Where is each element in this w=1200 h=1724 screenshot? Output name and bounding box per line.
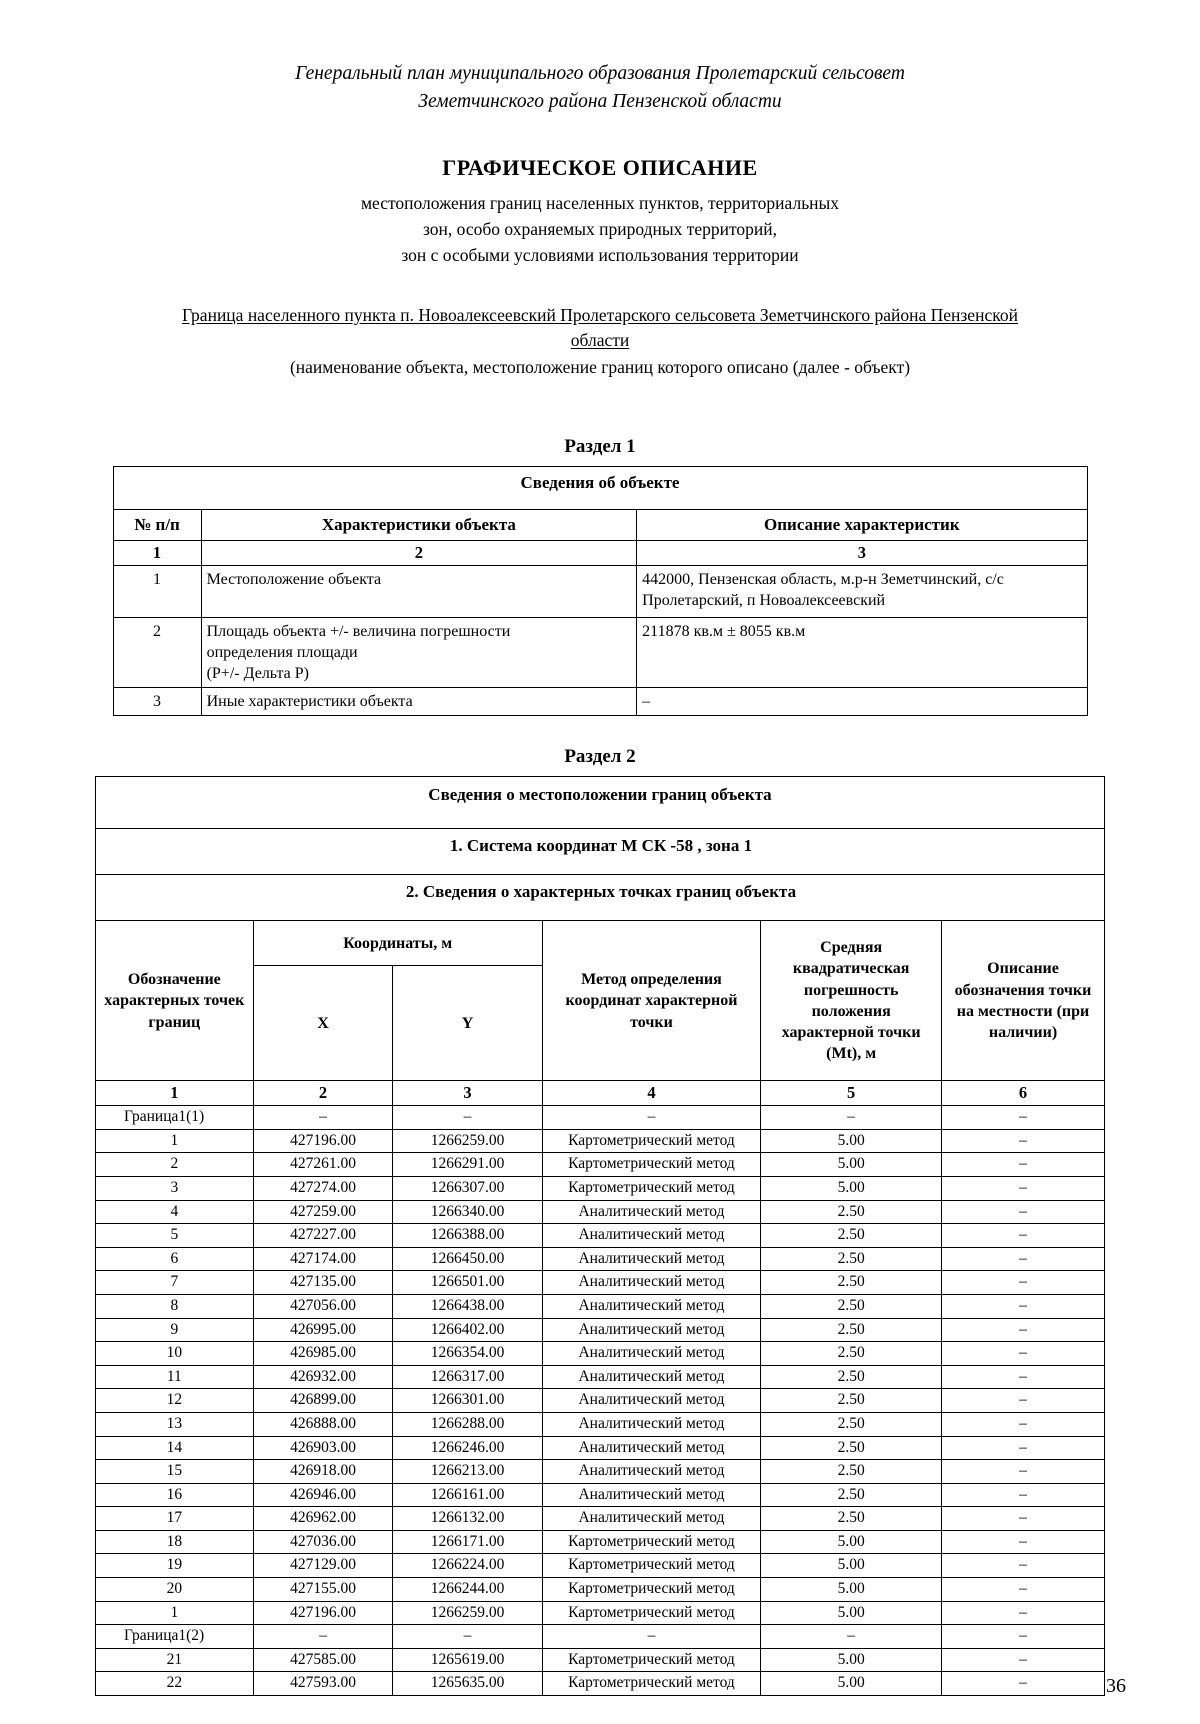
section2-table (95, 776, 1105, 1696)
coordinate-x-cell: 426985.00 (253, 1342, 393, 1366)
method-cell: Аналитический метод (542, 1507, 761, 1531)
method-cell: – (542, 1106, 761, 1130)
description-cell: – (942, 1648, 1105, 1672)
section2-colnum-5: 5 (761, 1081, 942, 1106)
description-cell: – (942, 1153, 1105, 1177)
mt-cell: 2.50 (761, 1365, 942, 1389)
point-designation-cell: 12 (96, 1389, 254, 1413)
coordinate-x-cell: 427196.00 (253, 1601, 393, 1625)
point-designation-cell: 22 (96, 1672, 254, 1696)
section1-colnum-2: 2 (201, 540, 637, 565)
table-row (96, 1342, 1105, 1366)
object-name (74, 303, 1126, 354)
description-cell: – (942, 1554, 1105, 1578)
section1-colnum-1: 1 (113, 540, 201, 565)
subtitle-line-2: зон, особо охраняемых природных территорий, (422, 219, 778, 240)
section1-header-description: Описание характеристик (637, 509, 1087, 540)
point-designation-cell: 14 (96, 1436, 254, 1460)
mt-cell: 2.50 (761, 1294, 942, 1318)
mt-cell: 2.50 (761, 1247, 942, 1271)
coordinate-x-cell: 426903.00 (253, 1436, 393, 1460)
subtitle-line-3: зон с особыми условиями использования территории (401, 245, 799, 266)
coordinate-x-cell: 427056.00 (253, 1294, 393, 1318)
section2-caption: Раздел 2 (564, 746, 636, 768)
coordinate-x-cell: 427593.00 (253, 1672, 393, 1696)
coordinate-x-cell: 427261.00 (253, 1153, 393, 1177)
coordinate-y-cell: 1266501.00 (393, 1271, 542, 1295)
table-row (96, 1294, 1105, 1318)
table-row (96, 1318, 1105, 1342)
description-cell: – (942, 1224, 1105, 1248)
mt-cell: 5.00 (761, 1554, 942, 1578)
mt-cell: 2.50 (761, 1200, 942, 1224)
coordinate-x-cell: 427155.00 (253, 1578, 393, 1602)
row-characteristic-line-1: Площадь объекта +/- величина погрешности (206, 622, 511, 640)
method-cell: Аналитический метод (542, 1271, 761, 1295)
point-designation-cell: 19 (96, 1554, 254, 1578)
method-cell: Картометрический метод (542, 1578, 761, 1602)
coordinate-x-cell: 426995.00 (253, 1318, 393, 1342)
coordinate-y-cell: 1266224.00 (393, 1554, 542, 1578)
point-designation-cell: 10 (96, 1342, 254, 1366)
description-cell: – (942, 1294, 1105, 1318)
section1-header-row (113, 509, 1087, 540)
point-designation-cell: 20 (96, 1578, 254, 1602)
method-cell: Аналитический метод (542, 1483, 761, 1507)
coordinate-y-cell: 1266450.00 (393, 1247, 542, 1271)
mt-cell: 5.00 (761, 1176, 942, 1200)
document-header (74, 60, 1126, 115)
description-cell: – (942, 1507, 1105, 1531)
coordinate-y-cell: 1266340.00 (393, 1200, 542, 1224)
method-cell: Аналитический метод (542, 1460, 761, 1484)
point-designation-cell: 5 (96, 1224, 254, 1248)
object-note: (наименование объекта, местоположение границ которого описано (далее - объект) (289, 356, 911, 377)
description-cell: – (942, 1578, 1105, 1602)
section1-caption: Раздел 1 (564, 435, 636, 457)
coordinate-y-cell: 1266288.00 (393, 1412, 542, 1436)
table-row (96, 1601, 1105, 1625)
section2-points-body (96, 1106, 1105, 1696)
coordinate-y-cell: 1266354.00 (393, 1342, 542, 1366)
table-row (96, 1365, 1105, 1389)
table-row (96, 1530, 1105, 1554)
mt-cell: 5.00 (761, 1672, 942, 1696)
description-cell: – (942, 1601, 1105, 1625)
coordinate-y-cell: 1266246.00 (393, 1436, 542, 1460)
section1-header-no: № п/п (113, 509, 201, 540)
mt-cell: 5.00 (761, 1530, 942, 1554)
section1-colnum-row (113, 540, 1087, 565)
section2-colnum-2: 2 (253, 1081, 393, 1106)
coordinate-y-cell: 1266438.00 (393, 1294, 542, 1318)
object-name-line-2: области (570, 330, 630, 351)
coordinate-x-cell: 427585.00 (253, 1648, 393, 1672)
table-row (96, 1389, 1105, 1413)
description-cell: – (942, 1106, 1105, 1130)
row-characteristic-line-2: определения площади (206, 643, 358, 661)
coordinate-y-cell: – (393, 1106, 542, 1130)
coordinate-y-cell: 1266213.00 (393, 1460, 542, 1484)
section2-subheader-row-2 (96, 875, 1105, 921)
table-row (96, 1271, 1105, 1295)
section2-banner: Сведения о местоположении границ объекта (96, 777, 1105, 828)
table-row (96, 1412, 1105, 1436)
mt-cell: 2.50 (761, 1389, 942, 1413)
description-cell: – (942, 1460, 1105, 1484)
point-designation-cell: 16 (96, 1483, 254, 1507)
method-cell: Картометрический метод (542, 1554, 761, 1578)
description-cell: – (942, 1412, 1105, 1436)
mt-cell: 2.50 (761, 1412, 942, 1436)
coordinate-y-cell: – (393, 1625, 542, 1649)
coordinate-x-cell: 426899.00 (253, 1389, 393, 1413)
method-cell: Аналитический метод (542, 1224, 761, 1248)
method-cell: Картометрический метод (542, 1530, 761, 1554)
point-designation-cell: 6 (96, 1247, 254, 1271)
description-cell: – (942, 1436, 1105, 1460)
coordinate-y-cell: 1266132.00 (393, 1507, 542, 1531)
subtitle-block (74, 191, 1126, 269)
coordinate-y-cell: 1266388.00 (393, 1224, 542, 1248)
header-mean-square-error: Средняя квадратическая погрешность положения характерной точки (Mt), м (761, 921, 942, 1081)
point-designation-cell: 15 (96, 1460, 254, 1484)
section1-banner: Сведения об объекте (113, 466, 1087, 509)
method-cell: Аналитический метод (542, 1365, 761, 1389)
table-row (96, 1200, 1105, 1224)
method-cell: Аналитический метод (542, 1436, 761, 1460)
description-cell: – (942, 1672, 1105, 1696)
coordinate-x-cell: 427135.00 (253, 1271, 393, 1295)
section2-colnum-row (96, 1081, 1105, 1106)
page-number: 36 (1106, 1675, 1126, 1698)
section2-subheader-row-1 (96, 828, 1105, 874)
coordinate-y-cell: 1266259.00 (393, 1601, 542, 1625)
page-title: ГРАФИЧЕСКОЕ ОПИСАНИЕ (442, 155, 758, 181)
coordinate-x-cell: 426888.00 (253, 1412, 393, 1436)
mt-cell: 2.50 (761, 1342, 942, 1366)
table-row (96, 1507, 1105, 1531)
description-cell: – (942, 1271, 1105, 1295)
row-description-line-1: 211878 кв.м ± 8055 кв.м (642, 622, 806, 640)
description-cell: – (942, 1389, 1105, 1413)
section2-header-row-1 (96, 921, 1105, 966)
mt-cell: 2.50 (761, 1460, 942, 1484)
row-characteristic: Иные характеристики объекта (201, 688, 637, 716)
header-y: Y (393, 966, 542, 1081)
table-row (113, 565, 1087, 617)
header-coordinates-group: Координаты, м (253, 921, 542, 966)
method-cell: Аналитический метод (542, 1389, 761, 1413)
mt-cell: 2.50 (761, 1483, 942, 1507)
characteristic-points-label: 2. Сведения о характерных точках границ объекта (96, 875, 1105, 921)
table-row (96, 1460, 1105, 1484)
point-designation-cell: 21 (96, 1648, 254, 1672)
section2-colnum-1: 1 (96, 1081, 254, 1106)
table-row (96, 1106, 1105, 1130)
object-name-line-1: Граница населенного пункта п. Новоалексеевский Пролетарского сельсовета Земетчинского района Пензенской (182, 305, 1018, 326)
row-no: 2 (113, 617, 201, 687)
table-row (113, 617, 1087, 687)
header-line-2: Земетчинского района Пензенской области (418, 90, 782, 112)
row-no: 3 (113, 688, 201, 716)
point-designation-cell: 7 (96, 1271, 254, 1295)
table-row (96, 1578, 1105, 1602)
point-designation-cell: 4 (96, 1200, 254, 1224)
coordinate-x-cell: 427227.00 (253, 1224, 393, 1248)
point-designation-cell: 17 (96, 1507, 254, 1531)
method-cell: Картометрический метод (542, 1176, 761, 1200)
point-designation-cell: Граница1(1) (96, 1106, 254, 1130)
mt-cell: 2.50 (761, 1507, 942, 1531)
coordinate-y-cell: 1266244.00 (393, 1578, 542, 1602)
table-row (96, 1224, 1105, 1248)
row-characteristic (201, 617, 637, 687)
table-row (96, 1625, 1105, 1649)
method-cell: Аналитический метод (542, 1200, 761, 1224)
method-cell: Аналитический метод (542, 1247, 761, 1271)
method-cell: Картометрический метод (542, 1129, 761, 1153)
coordinate-x-cell: – (253, 1106, 393, 1130)
mt-cell: 2.50 (761, 1271, 942, 1295)
header-point-designation: Обозначение характерных точек границ (96, 921, 254, 1081)
point-designation-cell: 13 (96, 1412, 254, 1436)
description-cell: – (942, 1200, 1105, 1224)
description-cell: – (942, 1318, 1105, 1342)
coordinate-x-cell: 427274.00 (253, 1176, 393, 1200)
section1-banner-row (113, 466, 1087, 509)
mt-cell: – (761, 1106, 942, 1130)
coordinate-x-cell: 427129.00 (253, 1554, 393, 1578)
row-no: 1 (113, 565, 201, 617)
row-description: – (637, 688, 1087, 716)
description-cell: – (942, 1247, 1105, 1271)
table-row (96, 1129, 1105, 1153)
row-description-line-1: 442000, Пензенская область, м.р-н Земетчинский, с/с (642, 570, 1004, 588)
method-cell: Аналитический метод (542, 1342, 761, 1366)
header-point-description: Описание обозначения точки на местности (при наличии) (942, 921, 1105, 1081)
point-designation-cell: Граница1(2) (96, 1625, 254, 1649)
table-row (96, 1247, 1105, 1271)
method-cell: Картометрический метод (542, 1672, 761, 1696)
coordinate-x-cell: 426962.00 (253, 1507, 393, 1531)
section2-banner-row (96, 777, 1105, 828)
method-cell: Аналитический метод (542, 1412, 761, 1436)
coordinate-y-cell: 1266317.00 (393, 1365, 542, 1389)
mt-cell: 2.50 (761, 1318, 942, 1342)
table-row (96, 1153, 1105, 1177)
mt-cell: 2.50 (761, 1224, 942, 1248)
row-characteristic-line-3: (Р+/- Дельта Р) (206, 665, 309, 683)
point-designation-cell: 18 (96, 1530, 254, 1554)
method-cell: – (542, 1625, 761, 1649)
section2-colnum-6: 6 (942, 1081, 1105, 1106)
section1-table (113, 466, 1088, 716)
coordinate-y-cell: 1265635.00 (393, 1672, 542, 1696)
point-designation-cell: 3 (96, 1176, 254, 1200)
description-cell: – (942, 1365, 1105, 1389)
method-cell: Картометрический метод (542, 1601, 761, 1625)
section1-header-characteristic: Характеристики объекта (201, 509, 637, 540)
subtitle-line-1: местоположения границ населенных пунктов, территориальных (360, 193, 840, 214)
section2-colnum-3: 3 (393, 1081, 542, 1106)
coordinate-y-cell: 1266301.00 (393, 1389, 542, 1413)
coordinate-y-cell: 1266171.00 (393, 1530, 542, 1554)
mt-cell: 2.50 (761, 1436, 942, 1460)
table-row (113, 688, 1087, 716)
table-row (96, 1176, 1105, 1200)
point-designation-cell: 8 (96, 1294, 254, 1318)
coordinate-y-cell: 1265619.00 (393, 1648, 542, 1672)
description-cell: – (942, 1483, 1105, 1507)
coordinate-x-cell: 427036.00 (253, 1530, 393, 1554)
description-cell: – (942, 1129, 1105, 1153)
coordinate-x-cell: – (253, 1625, 393, 1649)
header-x: X (253, 966, 393, 1081)
point-designation-cell: 9 (96, 1318, 254, 1342)
method-cell: Картометрический метод (542, 1153, 761, 1177)
description-cell: – (942, 1342, 1105, 1366)
table-row (96, 1554, 1105, 1578)
coordinate-y-cell: 1266291.00 (393, 1153, 542, 1177)
row-description (637, 617, 1087, 687)
mt-cell: – (761, 1625, 942, 1649)
mt-cell: 5.00 (761, 1129, 942, 1153)
coordinate-x-cell: 426918.00 (253, 1460, 393, 1484)
header-method: Метод определения координат характерной точки (542, 921, 761, 1081)
row-characteristic: Местоположение объекта (201, 565, 637, 617)
method-cell: Картометрический метод (542, 1648, 761, 1672)
coordinate-x-cell: 426946.00 (253, 1483, 393, 1507)
row-description (637, 565, 1087, 617)
section1-colnum-3: 3 (637, 540, 1087, 565)
point-designation-cell: 1 (96, 1601, 254, 1625)
mt-cell: 5.00 (761, 1648, 942, 1672)
coordinate-y-cell: 1266161.00 (393, 1483, 542, 1507)
mt-cell: 5.00 (761, 1153, 942, 1177)
coordinate-y-cell: 1266307.00 (393, 1176, 542, 1200)
coordinate-x-cell: 427196.00 (253, 1129, 393, 1153)
coordinate-y-cell: 1266402.00 (393, 1318, 542, 1342)
coordinate-x-cell: 426932.00 (253, 1365, 393, 1389)
point-designation-cell: 2 (96, 1153, 254, 1177)
point-designation-cell: 11 (96, 1365, 254, 1389)
mt-cell: 5.00 (761, 1578, 942, 1602)
coordinate-system-label: 1. Система координат М СК -58 , зона 1 (96, 828, 1105, 874)
description-cell: – (942, 1530, 1105, 1554)
method-cell: Аналитический метод (542, 1318, 761, 1342)
table-row (96, 1672, 1105, 1696)
description-cell: – (942, 1625, 1105, 1649)
table-row (96, 1436, 1105, 1460)
coordinate-x-cell: 427174.00 (253, 1247, 393, 1271)
section2-colnum-4: 4 (542, 1081, 761, 1106)
header-line-1: Генеральный план муниципального образования Пролетарский сельсовет (295, 63, 905, 84)
row-description-line-2: Пролетарский, п Новоалексеевский (642, 591, 886, 609)
table-row (96, 1648, 1105, 1672)
mt-cell: 5.00 (761, 1601, 942, 1625)
coordinate-y-cell: 1266259.00 (393, 1129, 542, 1153)
method-cell: Аналитический метод (542, 1294, 761, 1318)
coordinate-x-cell: 427259.00 (253, 1200, 393, 1224)
table-row (96, 1483, 1105, 1507)
description-cell: – (942, 1176, 1105, 1200)
point-designation-cell: 1 (96, 1129, 254, 1153)
